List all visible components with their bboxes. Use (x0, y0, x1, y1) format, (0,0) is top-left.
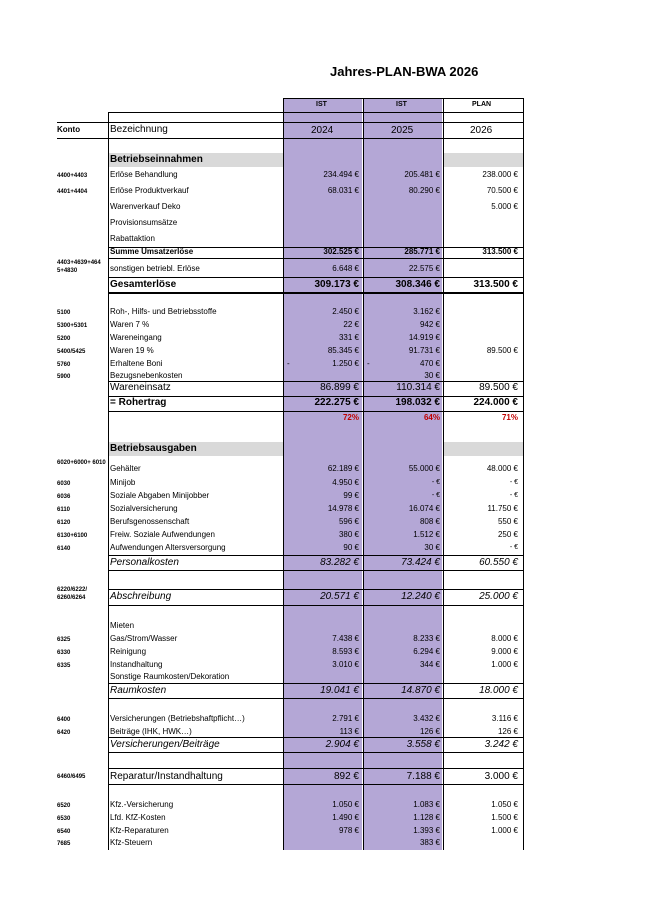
row-value-v3: 3.116 € (491, 714, 518, 723)
minus-sign: - (367, 359, 370, 368)
row-value-v1: 222.275 € (314, 397, 359, 408)
row-value-v2: 344 € (419, 660, 440, 669)
row-value-v2: 6.294 € (413, 647, 440, 656)
row-value-v1: 1.050 € (332, 800, 359, 809)
row-konto: 6140 (57, 546, 71, 552)
header-line (108, 112, 524, 113)
column-divider (108, 112, 109, 850)
row-label: Erlöse Produktverkauf (110, 186, 189, 195)
row-value-v2: - € (431, 492, 440, 499)
row-konto: 4400+4403 (57, 173, 88, 179)
row-label: Rabattaktion (110, 234, 155, 243)
sum-line (108, 277, 524, 278)
row-value-v3: 48.000 € (486, 464, 518, 473)
row-value-v1: 86.899 € (320, 382, 359, 393)
row-konto: 4401+4404 (57, 189, 88, 195)
header-line (57, 138, 524, 139)
row-value-v2: 16.074 € (408, 504, 440, 513)
row-konto: 6325 (57, 637, 71, 643)
row-value-v3: 1.050 € (491, 800, 518, 809)
row-value-v1: 331 € (338, 333, 359, 342)
row-label: Gesamterlöse (110, 279, 177, 290)
sum-line (108, 555, 524, 556)
row-label: Gehälter (110, 464, 141, 473)
row-value-v2: - € (431, 479, 440, 486)
row-label: Minijob (110, 478, 136, 487)
row-label: Abschreibung (110, 591, 172, 602)
row-value-v2: 64% (423, 413, 440, 422)
row-konto: 6335 (57, 663, 71, 669)
row-value-v2: 383 € (419, 838, 440, 847)
row-konto: 6120 (57, 520, 71, 526)
row-value-v1: 302.525 € (323, 247, 359, 256)
row-value-v2: 14.919 € (408, 333, 440, 342)
row-konto: 6520 (57, 803, 71, 809)
row-value-v3: 5.000 € (491, 202, 518, 211)
row-value-v3: 1.000 € (491, 826, 518, 835)
row-value-v2: 110.314 € (396, 382, 440, 393)
row-value-v2: 7.188 € (406, 771, 440, 782)
row-label: Soziale Abgaben Minijobber (110, 491, 210, 500)
section-ausgaben: Betriebsausgaben (110, 443, 197, 454)
row-value-v2: 1.128 € (413, 813, 440, 822)
plan-2026-header: PLAN (472, 101, 492, 108)
row-value-v3: - € (509, 544, 518, 551)
row-value-v3: 25.000 € (479, 591, 518, 602)
row-label: = Rohertrag (110, 397, 167, 408)
row-label: sonstigen betriebl. Erlöse (110, 264, 200, 273)
row-konto: 5100 (57, 310, 71, 316)
header-line (283, 98, 524, 99)
year-2025: 2025 (391, 125, 414, 136)
row-value-v1: 90 € (343, 543, 359, 552)
row-value-v1: 1.490 € (332, 813, 359, 822)
row-value-v3: 60.550 € (479, 557, 518, 568)
row-label: Versicherungen/Beiträge (110, 739, 220, 750)
row-value-v1: 309.173 € (314, 279, 359, 290)
row-value-v3: 11.750 € (487, 504, 518, 513)
row-value-v1: 978 € (338, 826, 359, 835)
row-konto: 6400 (57, 717, 71, 723)
row-konto: 5200 (57, 336, 71, 342)
row-konto: 6020+6000+ 6010 (57, 460, 106, 466)
row-label: Wareneinsatz (110, 382, 171, 393)
row-label: Reinigung (110, 647, 147, 656)
row-label: Gas/Strom/Wasser (110, 634, 178, 643)
ist-2025-header: IST (396, 101, 407, 108)
row-label: Kfz-Steuern (110, 838, 153, 847)
sum-line (108, 752, 524, 753)
row-value-v1: 20.571 € (320, 591, 359, 602)
sum-line (108, 292, 524, 294)
row-value-v1: 2.904 € (325, 739, 359, 750)
row-konto: 4403+4639+464 5+4830 (57, 260, 101, 274)
row-label: Freiw. Soziale Aufwendungen (110, 530, 215, 539)
row-value-v1: 6.648 € (332, 264, 359, 273)
row-value-v1: 19.041 € (320, 685, 359, 696)
row-value-v2: 205.481 € (404, 170, 440, 179)
row-konto: 6330 (57, 650, 71, 656)
row-value-v1: 113 € (339, 727, 359, 736)
row-label: Raumkosten (110, 685, 167, 696)
row-label: Instandhaltung (110, 660, 163, 669)
row-value-v2: 808 € (419, 517, 440, 526)
row-value-v1: 22 € (343, 320, 359, 329)
row-value-v3: 89.500 € (479, 382, 518, 393)
row-value-v1: 2.450 € (332, 307, 359, 316)
row-value-v1: 68.031 € (327, 186, 359, 195)
section-bar (444, 153, 523, 167)
sum-line (108, 570, 524, 571)
sum-line (108, 411, 524, 412)
row-value-v1: 99 € (343, 491, 359, 500)
row-value-v2: 3.558 € (406, 739, 440, 750)
row-value-v1: 596 € (338, 517, 359, 526)
row-label: Versicherungen (Betriebshaftpflicht…) (110, 714, 245, 723)
row-value-v2: 3.162 € (413, 307, 440, 316)
sum-line (108, 784, 524, 785)
row-label: Summe Umsatzerlöse (110, 247, 194, 256)
row-value-v3: 9.000 € (491, 647, 518, 656)
row-label: Kfz.-Versicherung (110, 800, 174, 809)
row-value-v1: 4.950 € (332, 478, 359, 487)
row-value-v1: 14.978 € (327, 504, 359, 513)
row-value-v2: 8.233 € (413, 634, 440, 643)
row-value-v1: 7.438 € (332, 634, 359, 643)
header-line (57, 122, 524, 123)
row-konto: 5900 (57, 374, 71, 380)
row-value-v3: - € (509, 492, 518, 499)
row-value-v3: 70.500 € (486, 186, 518, 195)
row-label: Mieten (110, 621, 135, 630)
row-label: Erlöse Behandlung (110, 170, 178, 179)
row-label: Personalkosten (110, 557, 179, 568)
sum-line (108, 258, 524, 259)
row-value-v2: 91.731 € (408, 346, 440, 355)
year-2024: 2024 (311, 125, 334, 136)
row-value-v3: 550 € (497, 517, 518, 526)
row-value-v3: 224.000 € (473, 397, 518, 408)
row-value-v1: 1.250 € (332, 359, 359, 368)
row-value-v3: 238.000 € (482, 170, 518, 179)
row-konto: 6420 (57, 730, 71, 736)
row-value-v1: 85.345 € (327, 346, 359, 355)
row-value-v2: 1.512 € (413, 530, 440, 539)
row-value-v3: 250 € (497, 530, 518, 539)
sum-line (108, 768, 524, 769)
row-label: Waren 7 % (110, 320, 150, 329)
row-label: Sonstige Raumkosten/Dekoration (110, 672, 230, 681)
row-value-v2: 942 € (419, 320, 440, 329)
row-label: Warenverkauf Deko (110, 202, 181, 211)
row-value-v3: 313.500 € (473, 279, 518, 290)
sum-line (108, 605, 524, 606)
row-value-v1: 3.010 € (332, 660, 359, 669)
row-value-v3: 3.000 € (484, 771, 518, 782)
row-label: Wareneingang (110, 333, 162, 342)
row-value-v2: 73.424 € (401, 557, 440, 568)
row-konto: 6530 (57, 816, 71, 822)
row-konto: 6110 (57, 507, 71, 513)
ist-2024-header: IST (316, 101, 327, 108)
row-value-v2: 22.575 € (408, 264, 440, 273)
row-label: Waren 19 % (110, 346, 154, 355)
row-value-v2: 308.346 € (395, 279, 440, 290)
row-value-v1: 234.494 € (323, 170, 359, 179)
row-value-v2: 55.000 € (408, 464, 440, 473)
row-value-v3: 3.242 € (484, 739, 518, 750)
row-value-v3: 126 € (497, 727, 518, 736)
row-label: Sozialversicherung (110, 504, 178, 513)
row-value-v2: 198.032 € (395, 397, 440, 408)
row-value-v3: 8.000 € (491, 634, 518, 643)
row-value-v1: 2.791 € (332, 714, 359, 723)
row-konto: 6540 (57, 829, 71, 835)
row-value-v1: 8.593 € (332, 647, 359, 656)
row-value-v2: 30 € (424, 543, 440, 552)
row-value-v2: 3.432 € (413, 714, 440, 723)
row-value-v2: 1.083 € (413, 800, 440, 809)
row-konto: 6130+6100 (57, 533, 88, 539)
row-value-v1: 380 € (338, 530, 359, 539)
row-konto: 7685 (57, 841, 71, 847)
year-2026: 2026 (470, 125, 493, 136)
row-label: Berufsgenossenschaft (110, 517, 190, 526)
row-label: Reparatur/Instandhaltung (110, 771, 223, 782)
row-value-v1: 62.189 € (327, 464, 359, 473)
row-label: Kfz-Reparaturen (110, 826, 169, 835)
row-konto: 5400/5425 (57, 349, 86, 355)
row-label: Aufwendungen Altersversorgung (110, 543, 226, 552)
sum-line (108, 683, 524, 684)
row-value-v3: 1.500 € (491, 813, 518, 822)
sum-line (108, 737, 524, 738)
row-label: Roh-, Hilfs- und Betriebsstoffe (110, 307, 217, 316)
sum-line (108, 698, 524, 699)
row-konto: 6036 (57, 494, 71, 500)
row-label: Beiträge (IHK, HWK…) (110, 727, 192, 736)
row-value-v1: 892 € (333, 771, 359, 782)
row-label: Erhaltene Boni (110, 359, 163, 368)
row-konto: 6220/6222/ 6260/6264 (57, 587, 88, 601)
sum-line (108, 589, 524, 590)
row-label: Bezugsnebenkosten (110, 371, 183, 380)
row-value-v3: 89.500 € (486, 346, 518, 355)
row-konto: 6030 (57, 481, 71, 487)
row-value-v3: 18.000 € (479, 685, 518, 696)
row-value-v3: 313.500 € (482, 247, 518, 256)
row-label: Provisionsumsätze (110, 218, 178, 227)
row-value-v2: 285.771 € (404, 247, 440, 256)
row-value-v2: 80.290 € (408, 186, 440, 195)
section-bar (444, 442, 523, 456)
section-einnahmen: Betriebseinnahmen (110, 154, 203, 165)
row-value-v1: 72% (342, 413, 359, 422)
row-konto: 5760 (57, 362, 71, 368)
row-label: Lfd. KfZ-Kosten (110, 813, 166, 822)
row-value-v2: 470 € (419, 359, 440, 368)
row-value-v3: 71% (501, 413, 518, 422)
bezeichnung-header: Bezeichnung (110, 124, 168, 135)
row-value-v2: 12.240 € (401, 591, 440, 602)
row-konto: 6460/6495 (57, 774, 86, 780)
konto-header: Konto (57, 125, 81, 134)
row-value-v3: - € (509, 479, 518, 486)
row-konto: 5300+5301 (57, 323, 88, 329)
row-value-v3: 1.000 € (491, 660, 518, 669)
row-value-v2: 126 € (419, 727, 440, 736)
minus-sign: - (287, 359, 290, 368)
row-value-v2: 1.393 € (413, 826, 440, 835)
row-value-v2: 14.870 € (401, 685, 440, 696)
row-value-v1: 83.282 € (320, 557, 359, 568)
page-title: Jahres-PLAN-BWA 2026 (330, 64, 479, 79)
row-value-v2: 30 € (424, 371, 440, 380)
